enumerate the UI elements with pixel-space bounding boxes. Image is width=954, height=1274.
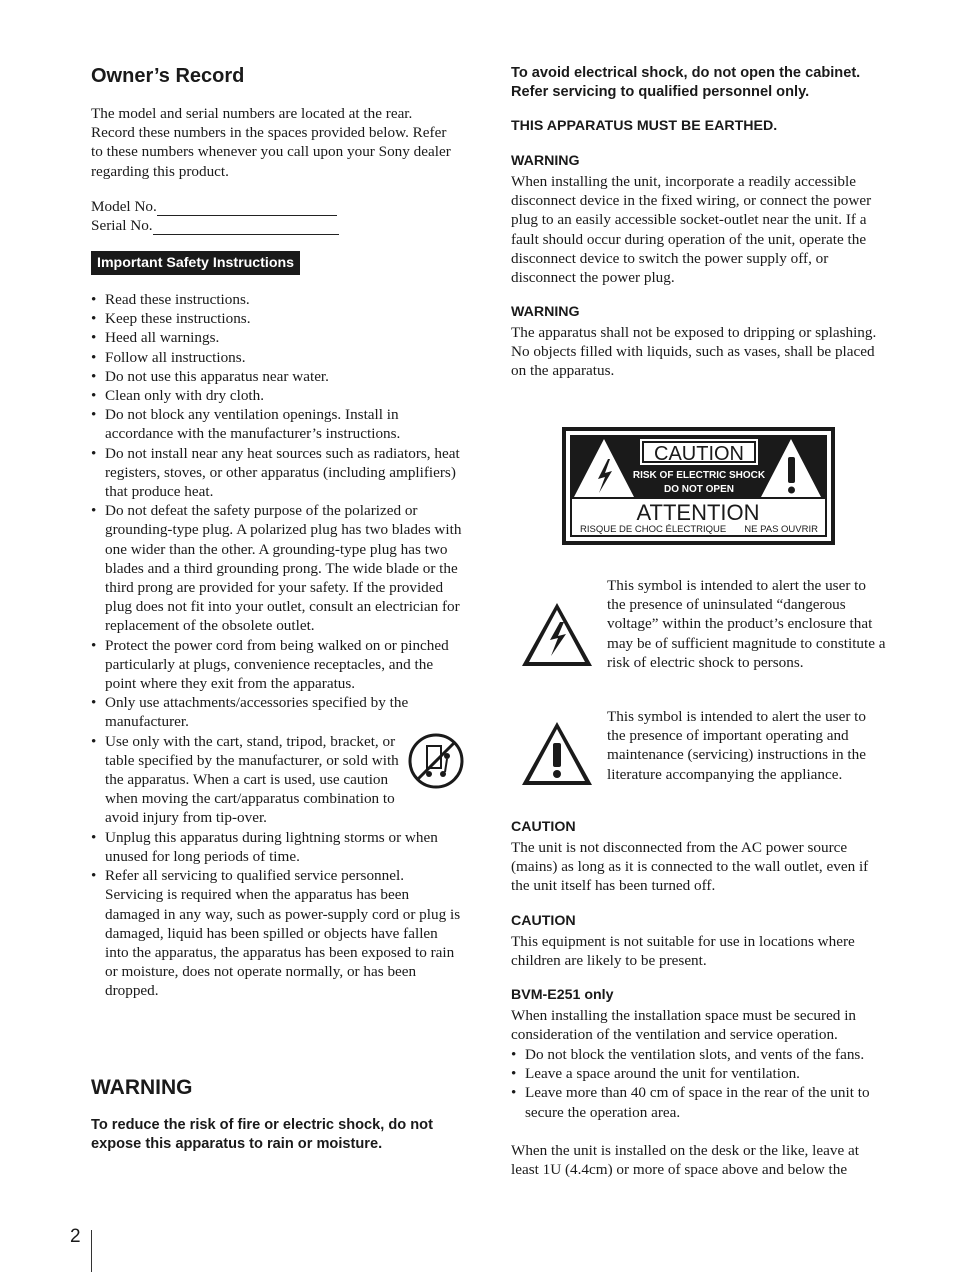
list-item (91, 732, 465, 828)
caution-label-graphic (562, 427, 835, 545)
warning-text: To reduce the risk of fire or electric shock, do not expose this apparatus to rain or moisture. (91, 1117, 433, 1153)
caution2-heading: CAUTION (511, 913, 576, 929)
label-risque-text: RISQUE DE CHOC ÉLECTRIQUE (580, 524, 727, 535)
bvm-list (511, 1045, 887, 1122)
caution1-heading: CAUTION (511, 819, 576, 835)
caution1-text: The unit is not disconnected from the AC power source (mains) as long as it is connected to the wall outlet, even if the unit itself has been turned off. (511, 839, 869, 895)
owners-record-intro: The model and serial numbers are located at the rear. Record these numbers in the spaces provided below. Refer to these numbers whenever you call upon your Sony dealer regarding this product. (91, 105, 451, 180)
list-item: • Refer all servicing to qualified service personnel. Servicing is required when the apparatus has been damaged in any way, such as power-supply cord or plug is damaged, liquid has been spilled or objects have fallen into the apparatus, the apparatus has been exposed to rain or moisture, does not operate normally, or has been dropped. (91, 866, 465, 1000)
list-item: • Clean only with dry cloth. (91, 386, 465, 405)
list-item: • Follow all instructions. (91, 348, 465, 367)
cart-warning-icon (407, 732, 465, 790)
model-label: Model No. (91, 197, 157, 215)
serial-label: Serial No. (91, 217, 153, 235)
warning-title: WARNING (91, 1076, 193, 1099)
list-item: • Only use attachments/accessories specified by the manufacturer. (91, 693, 455, 731)
label-ne-pas-text: NE PAS OUVRIR (744, 524, 818, 535)
list-item: • Do not block the ventilation slots, and vents of the fans. (511, 1045, 887, 1064)
safety-list (91, 290, 465, 1001)
list-item: • Protect the power cord from being walked on or pinched particularly at plugs, convenience receptacles, and the point where they exit from the apparatus. (91, 636, 465, 694)
safety-badge-wrap (91, 251, 300, 275)
label-risk-text: RISK OF ELECTRIC SHOCK (632, 470, 766, 481)
warning2-heading: WARNING (511, 304, 580, 320)
page-number-rule (91, 1230, 92, 1272)
earthed-notice: THIS APPARATUS MUST BE EARTHED. (511, 118, 778, 134)
exclamation-symbol-icon (520, 719, 594, 787)
bvm-tail: When the unit is installed on the desk or the like, leave at least 1U (4.4cm) or more of space above and below the (511, 1142, 859, 1179)
bvm-heading: BVM-E251 only (511, 987, 614, 1003)
warning2-text: The apparatus shall not be exposed to dripping or splashing. No objects filled with liquids, such as vases, shall be placed on the apparatus. (511, 324, 877, 380)
label-do-not-open-text: DO NOT OPEN (663, 484, 735, 495)
model-number-field[interactable] (157, 201, 337, 216)
list-item: • Do not defeat the safety purpose of the polarized or grounding-type plug. A polarized plug has two blades with one wider than the other. A grounding-type plug has two blades and a third grounding prong. The wide blade or the third prong are provided for your safety. If the provided plug does not fit into your outlet, consult an electrician for replacement of the obsolete outlet. (91, 501, 465, 635)
caution-label-svg (562, 427, 835, 545)
symbol2-text: This symbol is intended to alert the user to the presence of important operating and maintenance (servicing) instructions in the literature accompanying the appliance. (607, 708, 866, 783)
list-item: • Do not install near any heat sources such as radiators, heat registers, stoves, or other apparatus (including amplifiers) that produce heat. (91, 444, 465, 502)
warning1-text: When installing the unit, incorporate a readily accessible disconnect device in the fixed wiring, or connect the power plug to an easily accessible socket-outlet near the unit. If a fault should occur during operation of the unit, operate the disconnect device to switch the power supply off, or disconnect the power plug. (511, 173, 872, 287)
safety-badge: Important Safety Instructions (91, 251, 300, 275)
list-item: • Leave more than 40 cm of space in the rear of the unit to secure the operation area. (511, 1083, 887, 1121)
record-fields (91, 197, 371, 235)
lightning-triangle-icon (520, 600, 594, 668)
cart-item-text: Use only with the cart, stand, tripod, bracket, or table specified by the manufacturer, or sold with the apparatus. When a cart is used, use caution when moving the cart/apparatus combination to avoid injury from tip-over. (105, 732, 399, 827)
list-item: • Heed all warnings. (91, 328, 465, 347)
list-item: • Read these instructions. (91, 290, 465, 309)
warning1-heading: WARNING (511, 153, 580, 169)
list-item: • Unplug this apparatus during lightning storms or when unused for long periods of time. (91, 828, 465, 866)
shock-notice: To avoid electrical shock, do not open the cabinet. Refer servicing to qualified personnel only. (511, 65, 861, 101)
label-attention-text: ATTENTION (636, 500, 760, 525)
symbol1-text: This symbol is intended to alert the user to the presence of uninsulated “dangerous voltage” within the product’s enclosure that may be of sufficient magnitude to constitute a risk of electric shock to persons. (607, 577, 886, 671)
list-item: • Do not block any ventilation openings. Install in accordance with the manufacturer’s instructions. (91, 405, 411, 443)
caution2-text: This equipment is not suitable for use in locations where children are likely to be present. (511, 933, 855, 970)
label-caution-text: CAUTION (654, 443, 744, 465)
bvm-text: When installing the installation space must be secured in consideration of the ventilation and service operation. (511, 1007, 857, 1044)
list-item: • Do not use this apparatus near water. (91, 367, 465, 386)
owners-record-title: Owner’s Record (91, 65, 245, 87)
list-item: • Leave a space around the unit for ventilation. (511, 1064, 887, 1083)
page-number: 2 (70, 1226, 81, 1247)
serial-number-field[interactable] (153, 220, 339, 235)
list-item: • Keep these instructions. (91, 309, 465, 328)
